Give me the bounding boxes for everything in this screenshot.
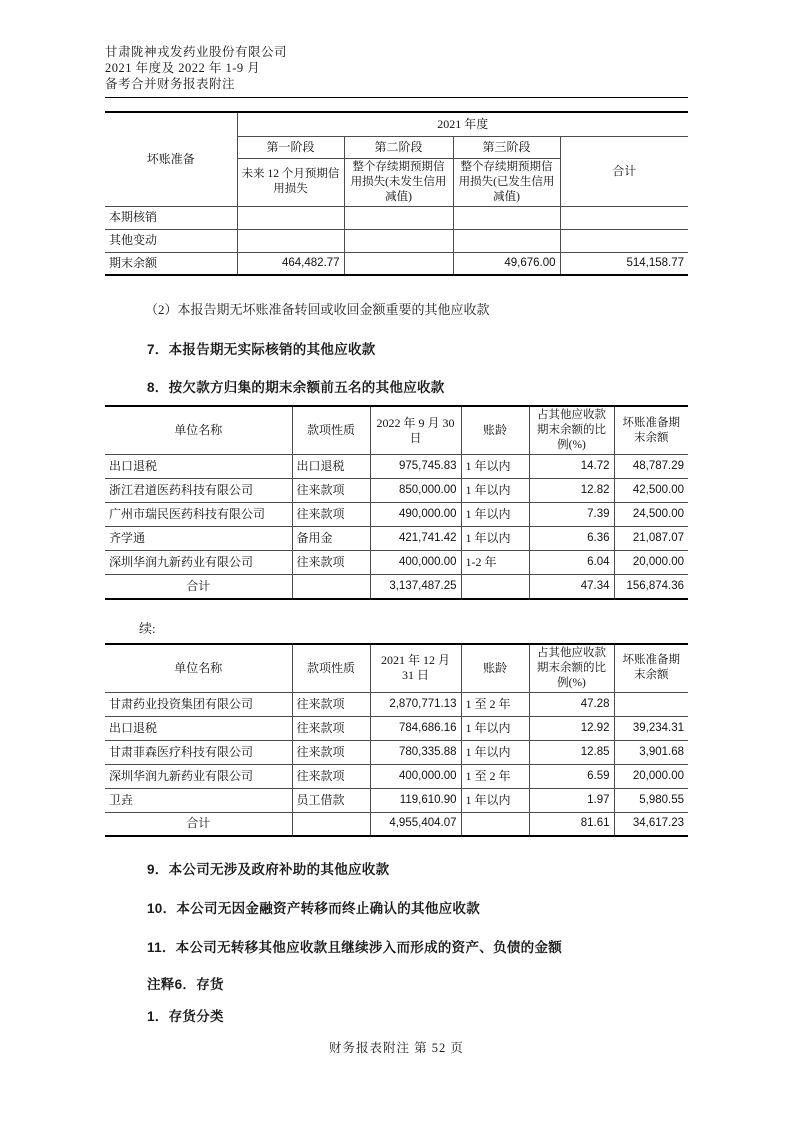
column-header-provision: 坏账准备期末余额 <box>614 406 688 455</box>
table-cell: 47.28 <box>529 692 614 716</box>
table-cell: 广州市瑞民医药科技有限公司 <box>105 503 292 527</box>
table-cell: 39,234.31 <box>614 716 688 740</box>
table-cell: 1 至 2 年 <box>461 764 529 788</box>
table-row <box>105 527 688 551</box>
table-cell <box>237 206 344 229</box>
table-cell: 21,087.07 <box>614 527 688 551</box>
table-cell: 往来款项 <box>292 479 370 503</box>
row-label: 期末余额 <box>105 252 237 275</box>
header-divider <box>105 97 688 98</box>
column-subheader-stage2: 整个存续期预期信用损失(未发生信用减值) <box>344 158 453 206</box>
table-cell: 12.85 <box>529 740 614 764</box>
table-cell <box>292 575 370 599</box>
table-cell: 3,901.68 <box>614 740 688 764</box>
row-label: 其他变动 <box>105 229 237 252</box>
table-cell: 4,955,404.07 <box>370 812 461 836</box>
table-cell: 1 至 2 年 <box>461 692 529 716</box>
heading-7: 7．本报告期无实际核销的其他应收款 <box>147 342 376 357</box>
column-header-date: 2022 年 9 月 30 日 <box>370 406 461 455</box>
table-cell: 14.72 <box>529 455 614 479</box>
table-row <box>105 479 688 503</box>
table-row <box>105 740 688 764</box>
table-cell: 往来款项 <box>292 692 370 716</box>
continuation-label: 续: <box>139 620 156 636</box>
table-cell: 119,610.90 <box>370 788 461 812</box>
table-header-row <box>105 644 688 693</box>
table-cell: 1 年以内 <box>461 788 529 812</box>
table-cell: 甘肃药业投资集团有限公司 <box>105 692 292 716</box>
table-cell: 深圳华润九新药业有限公司 <box>105 764 292 788</box>
paragraph-no-reversal: （2）本报告期无坏账准备转回或收回金额重要的其他应收款 <box>145 302 490 317</box>
column-header-total: 合计 <box>560 136 688 206</box>
report-period: 2021 年度及 2022 年 1-9 月 <box>105 61 261 75</box>
top5-other-receivables-2021-table <box>105 643 688 838</box>
table-cell: 员工借款 <box>292 788 370 812</box>
table-cell: 6.04 <box>529 551 614 575</box>
heading-9: 9．本公司无涉及政府补助的其他应收款 <box>147 862 390 877</box>
table-cell: 3,137,487.25 <box>370 575 461 599</box>
table-cell: 1-2 年 <box>461 551 529 575</box>
table-cell: 往来款项 <box>292 503 370 527</box>
column-header-entity: 单位名称 <box>105 406 292 455</box>
table-header-row <box>105 406 688 455</box>
table-cell: 6.59 <box>529 764 614 788</box>
table-row <box>105 206 688 229</box>
table-cell: 1 年以内 <box>461 527 529 551</box>
column-header-provision: 坏账准备期末余额 <box>614 644 688 693</box>
column-header-nature: 款项性质 <box>292 406 370 455</box>
column-header-entity: 单位名称 <box>105 644 292 693</box>
document-title: 备考合并财务报表附注 <box>105 77 236 91</box>
table-total-row <box>105 575 688 599</box>
table-cell: 780,335.88 <box>370 740 461 764</box>
table-row <box>105 252 688 275</box>
table-cell: 20,000.00 <box>614 764 688 788</box>
table-cell: 47.34 <box>529 575 614 599</box>
table-cell: 1 年以内 <box>461 503 529 527</box>
table-cell: 1.97 <box>529 788 614 812</box>
table-total-row <box>105 812 688 836</box>
table-row <box>105 503 688 527</box>
heading-note6: 注释6．存货 <box>147 977 224 992</box>
table-cell: 出口退税 <box>105 716 292 740</box>
top5-other-receivables-2022-table <box>105 405 688 600</box>
table-cell: 6.36 <box>529 527 614 551</box>
table-cell: 2,870,771.13 <box>370 692 461 716</box>
table-cell: 20,000.00 <box>614 551 688 575</box>
heading-10: 10．本公司无因金融资产转移而终止确认的其他应收款 <box>147 901 481 916</box>
table-cell <box>292 812 370 836</box>
table-cell: 出口退税 <box>292 455 370 479</box>
table-cell: 1 年以内 <box>461 716 529 740</box>
table-cell: 48,787.29 <box>614 455 688 479</box>
table-cell: 784,686.16 <box>370 716 461 740</box>
table-cell: 12.82 <box>529 479 614 503</box>
table-cell: 1 年以内 <box>461 740 529 764</box>
table-row <box>105 455 688 479</box>
column-header-percentage: 占其他应收款期末余额的比例(%) <box>529 406 614 455</box>
column-header-aging: 账龄 <box>461 406 529 455</box>
table-cell: 卫垚 <box>105 788 292 812</box>
table-row <box>105 551 688 575</box>
table-row <box>105 692 688 716</box>
table-cell: 464,482.77 <box>237 252 344 275</box>
table-cell <box>560 206 688 229</box>
table-cell: 42,500.00 <box>614 479 688 503</box>
table-cell: 往来款项 <box>292 716 370 740</box>
bad-debt-provision-table <box>105 111 688 276</box>
table-cell <box>344 206 453 229</box>
column-header-nature: 款项性质 <box>292 644 370 693</box>
table-cell: 往来款项 <box>292 740 370 764</box>
table-cell: 浙江君道医药科技有限公司 <box>105 479 292 503</box>
table-cell: 12.92 <box>529 716 614 740</box>
table-cell <box>344 229 453 252</box>
column-header-aging: 账龄 <box>461 644 529 693</box>
table-cell: 往来款项 <box>292 551 370 575</box>
table-cell <box>344 252 453 275</box>
total-label: 合计 <box>105 812 292 836</box>
table-cell: 400,000.00 <box>370 764 461 788</box>
table-cell: 7.39 <box>529 503 614 527</box>
table-cell <box>560 229 688 252</box>
corner-header: 坏账准备 <box>105 112 237 206</box>
table-cell: 850,000.00 <box>370 479 461 503</box>
table-cell: 34,617.23 <box>614 812 688 836</box>
table-cell: 400,000.00 <box>370 551 461 575</box>
table-cell: 490,000.00 <box>370 503 461 527</box>
column-header-stage1: 第一阶段 <box>237 136 344 158</box>
heading-note6-1: 1．存货分类 <box>147 1009 224 1024</box>
table-row <box>105 229 688 252</box>
table-cell <box>461 575 529 599</box>
table-cell: 出口退税 <box>105 455 292 479</box>
heading-11: 11．本公司无转移其他应收款且继续涉入而形成的资产、负债的金额 <box>147 940 563 955</box>
row-label: 本期核销 <box>105 206 237 229</box>
table-cell: 深圳华润九新药业有限公司 <box>105 551 292 575</box>
table-cell <box>614 692 688 716</box>
column-header-stage2: 第二阶段 <box>344 136 453 158</box>
table-cell <box>453 229 560 252</box>
table-cell: 往来款项 <box>292 764 370 788</box>
table-cell <box>453 206 560 229</box>
table-row <box>105 716 688 740</box>
table-cell: 1 年以内 <box>461 455 529 479</box>
column-header-percentage: 占其他应收款期末余额的比例(%) <box>529 644 614 693</box>
table-cell: 1 年以内 <box>461 479 529 503</box>
table-cell: 齐学通 <box>105 527 292 551</box>
column-header-date: 2021 年 12 月 31 日 <box>370 644 461 693</box>
column-header-stage3: 第三阶段 <box>453 136 560 158</box>
table-cell: 备用金 <box>292 527 370 551</box>
table-row <box>105 788 688 812</box>
table-row <box>105 112 688 136</box>
page-footer: 财务报表附注 第 52 页 <box>329 1041 464 1055</box>
table-cell: 81.61 <box>529 812 614 836</box>
table-cell <box>237 229 344 252</box>
document-header <box>105 44 688 92</box>
heading-8: 8．按欠款方归集的期末余额前五名的其他应收款 <box>147 380 445 395</box>
table-row <box>105 764 688 788</box>
column-subheader-stage3: 整个存续期预期信用损失(已发生信用减值) <box>453 158 560 206</box>
table-cell: 975,745.83 <box>370 455 461 479</box>
page-content <box>105 44 688 1026</box>
table-cell: 156,874.36 <box>614 575 688 599</box>
table-cell: 24,500.00 <box>614 503 688 527</box>
table-cell <box>461 812 529 836</box>
table-cell: 5,980.55 <box>614 788 688 812</box>
table-cell: 甘肃菲森医疗科技有限公司 <box>105 740 292 764</box>
column-subheader-stage1: 未来 12 个月预期信用损失 <box>237 158 344 206</box>
column-header-year: 2021 年度 <box>237 112 688 136</box>
table-cell: 421,741.42 <box>370 527 461 551</box>
total-label: 合计 <box>105 575 292 599</box>
table-cell: 514,158.77 <box>560 252 688 275</box>
table-cell: 49,676.00 <box>453 252 560 275</box>
company-name: 甘肃陇神戎发药业股份有限公司 <box>105 45 288 59</box>
